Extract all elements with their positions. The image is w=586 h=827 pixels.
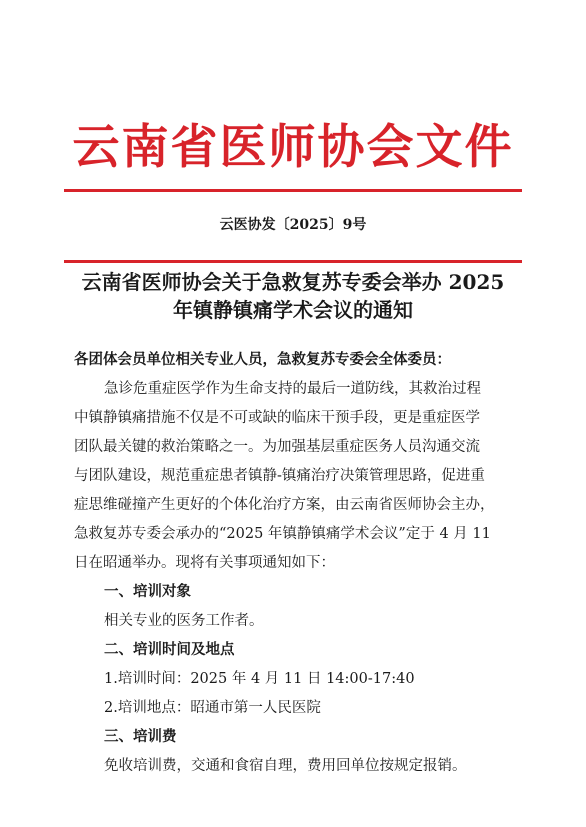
header-red-line	[64, 189, 522, 192]
body-line: 与团队建设，规范重症患者镇静-镇痛治疗决策管理思路，促进重	[74, 468, 485, 484]
notice-title-line-1: 云南省医师协会关于急救复苏专委会举办 2025	[81, 270, 505, 294]
body-line: 团队最关键的救治策略之一。为加强基层重症医务人员沟通交流	[74, 439, 480, 455]
issuer-header-title: 云南省医师协会文件	[72, 120, 514, 175]
section-heading-time-place: 二、培训时间及地点	[104, 641, 235, 658]
section-heading-participants: 一、培训对象	[104, 583, 191, 600]
training-time: 1.培训时间：2025 年 4 月 11 日 14:00-17:40	[104, 671, 415, 687]
section-content-participants: 相关专业的医务工作者。	[104, 613, 264, 629]
section-heading-fee: 三、培训费	[104, 728, 177, 745]
body-line: 日在昭通举办。现将有关事项通知如下：	[74, 555, 335, 571]
training-location: 2.培训地点：昭通市第一人民医院	[104, 700, 321, 716]
divider-red-line	[64, 260, 522, 263]
body-line: 急救复苏专委会承办的“2025 年镇静镇痛学术会议”定于 4 月 11	[74, 526, 491, 542]
document-number: 云医协发〔2025〕9号	[219, 217, 367, 233]
body-line: 中镇静镇痛措施不仅是不可或缺的临床干预手段，更是重症医学	[74, 410, 480, 426]
notice-title-line-2: 年镇静镇痛学术会议的通知	[173, 298, 413, 322]
section-content-fee: 免收培训费，交通和食宿自理，费用回单位按规定报销。	[104, 758, 467, 774]
body-line: 症思维碰撞产生更好的个体化治疗方案，由云南省医师协会主办，	[74, 497, 495, 513]
body-line: 急诊危重症医学作为生命支持的最后一道防线，其救治过程	[104, 381, 481, 397]
salutation: 各团体会员单位相关专业人员，急救复苏专委会全体委员：	[74, 351, 451, 368]
